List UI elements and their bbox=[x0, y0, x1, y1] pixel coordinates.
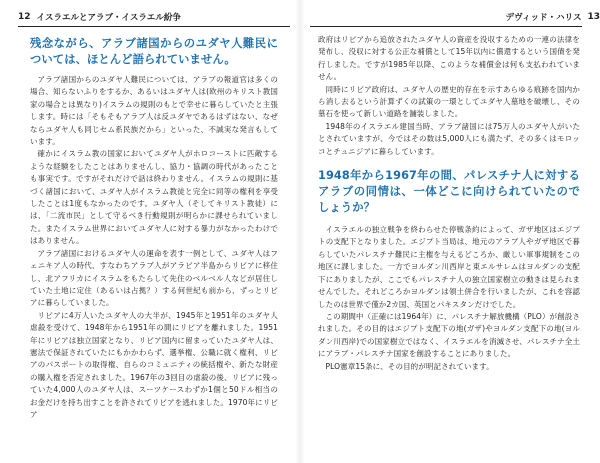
left-page-number: 12 bbox=[18, 12, 31, 22]
right-running-title: デヴィッド・ハリス bbox=[505, 13, 582, 23]
left-running-head bbox=[18, 10, 181, 24]
left-running-title: イスラエルとアラブ・イスラエル紛争 bbox=[36, 13, 181, 23]
right-header-rule bbox=[310, 26, 582, 27]
left-section-heading: 残念ながら、アラブ諸国からのユダヤ人難民については、ほとんど語られていません。 bbox=[30, 37, 278, 66]
right-body bbox=[318, 34, 580, 373]
right-section-heading: 1948年から1967年の間、パレスチナ人に対するアラブの同情は、一体どこに向けられていたのでしょうか？ bbox=[318, 169, 580, 215]
right-page bbox=[310, 0, 600, 463]
right-paragraph-1: 政府はリビアから追放されたユダヤ人の資産を没収するための一連の法律を発布し、没収に対する公正な補償として15年以内に償還するという国債を発行しました。ですが1985年以降、このような補償金は何も支払われていません。 bbox=[318, 35, 580, 82]
left-header-rule bbox=[18, 26, 290, 27]
right-paragraph-4: イスラエルの独立戦争を終わらせた停戦条約によって、ガザ地区はエジプトの支配下となりました。エジプト当局は、地元のアラブ人やガザ地区で暮らしていたパレスチナ難民に主権を与えるどころか、厳しい軍事規制をこの地区に課しました。一方でヨルダン川西岸と東エルサレムはヨルダンの支配下にありましたが、ここでもパレスチナ人の独立国家樹立の動きは見られませんでした。それどころかヨルダンは領土併合を行いましたが、これを容認したのは世界で僅か2カ国、英国とパキスタンだけでした。 bbox=[318, 225, 580, 309]
left-paragraph-2: 確かにイスラム教の国家においてユダヤ人がホロコーストに匹敵するような経験をしたことはありませんし、協力・協調の時代があったことも事実です。ですがそれだけで話は終わりません。イスラムの規則に基づく諸国において、ユダヤ人がイスラム教徒と完全に同等の権利を享受したことは1度もなかったのです。ユダヤ人（そしてキリスト教徒）には、「二流市民」として守るべき行動規則が明らかに課せられていました。またイスラム世界においてユダヤ人に対する暴力がなかったわけではありません。 bbox=[30, 149, 278, 246]
left-body bbox=[30, 34, 278, 421]
left-paragraph-1: アラブ諸国からのユダヤ人難民については、アラブの報道官は多くの場合、知らないふりをするか、あるいはユダヤ人は(欧州のキリスト教国家の場合とは異なり)イスラムの規則のもとで幸せに暮らしていたと主張します。時には「そもそもアラブ人は反ユダヤであるはずはない、なぜならユダヤ人も同じセム系民族だから」といった、不誠実な発言もしています。 bbox=[30, 75, 278, 147]
right-paragraph-6: PLO憲章15条に、その目的が明記されています。 bbox=[325, 361, 494, 371]
right-paragraph-5: この期間中（正確には1964年）に、パレスチナ解放機構（PLO）が創設されました。その目的はエジプト支配下の地(ガザ)やヨルダン支配下の地(ヨルダン川西岸)での国家樹立ではなく、イスラエルを消滅させ、パレスチナ全土にアラブ・パレスチナ国家を創設することにありました。 bbox=[318, 311, 580, 359]
book-gutter bbox=[295, 0, 305, 463]
right-running-head bbox=[506, 10, 600, 24]
left-page bbox=[0, 0, 290, 463]
right-paragraph-2: 同時にリビア政府は、ユダヤ人の歴史的存在を示すあらゆる痕跡を国内から消し去るという計算ずくの試策の一環としてユダヤ人墓地を破壊し、その墓石を使って新しい道路を舗装しました。 bbox=[318, 84, 580, 119]
left-paragraph-4: リビアに4万人いたユダヤ人の大半が、1945年と1951年のユダヤ人虐殺を受けて、1948年から1951年の間にリビアを離れました。1951年にリビアは独立国家となり、リビア国内に留まっていたユダヤ人は、憲法で保証されていたにもかかわらず、選挙権、公職に就く権利、リビアのパスポートの取得権、自らのコミュニティの統括権や、新たな財産の購入権を否定されました。1967年の3回目の虐殺の後、リビアに残っていた4,000人のユダヤ人は、スーツケースわずか1個と50ドル相当のお金だけを持ち出すことを許されてリビアを逃れました。1970年にリビア bbox=[30, 310, 278, 419]
right-paragraph-3: 1948年のイスラエル建国当時、アラブ諸国には75万人のユダヤ人がいたとされていますが、今ではその数は5,000人にも満たず、その多くはモロッコとチュニジアに暮らしています。 bbox=[318, 121, 580, 156]
right-page-number: 13 bbox=[587, 12, 600, 22]
left-paragraph-3: アラブ諸国におけるユダヤ人の運命を表す一例として、ユダヤ人はフェニキア人の時代、すなわちアラブ人がアラビア半島からリビアに移住し、北アフリカにイスラムをもたらして先住のベルベル人などが居住していた土地に定住（あるいは占拠？）する何世紀も前から、ずっとリビアに暮らしていました。 bbox=[30, 248, 278, 308]
